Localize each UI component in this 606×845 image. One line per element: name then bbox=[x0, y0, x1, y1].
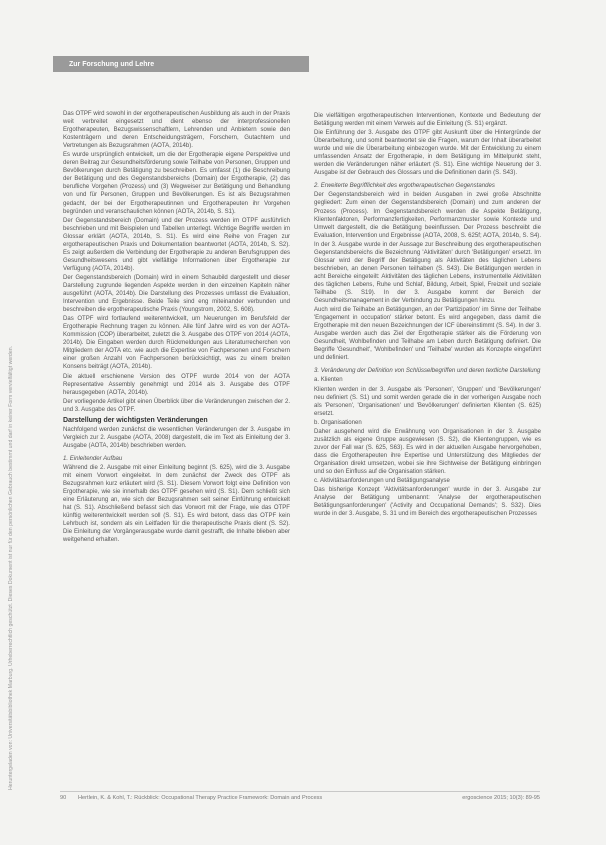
paragraph: a. Klienten bbox=[314, 377, 343, 384]
right-column bbox=[314, 112, 541, 519]
paragraph: Die aktuell erschienene Version des OTPF wurde 2014 von der AOTA Representative Assembly genehmigt und 2014 als 3. Ausgabe des OTPF herausgegeben (AOTA, 2014b). bbox=[63, 373, 290, 396]
footer-divider bbox=[60, 791, 540, 792]
paragraph: Klienten werden in der 3. Ausgabe als 'Personen', 'Gruppen' und 'Bevölkerungen' neu definiert (S. S1) und somit werden gerade die in der vorherigen Ausgabe noch als 'Personen', 'Organisationen' und 'Bevölkerungen' definierten Klienten (S. 625) ersetzt. bbox=[314, 386, 541, 417]
paragraph: Das OTPF wird sowohl in der ergotherapeutischen Ausbildung als auch in der Praxis weit verbreitet eingesetzt und dient ebenso der interprofessionellen Ergotherapeuten, Bezugswissenschaftlern, Lehrenden und Anbietern sowie den Kostenträgern und deren Entscheidungsträgern, Forschern, Gutachtern und Vertretungen als Bezugsrahmen (AOTA, 2014b). bbox=[63, 111, 290, 150]
paragraph: Es wurde ursprünglich entwickelt, um die der Ergotherapie eigene Perspektive und deren Beitrag zur Gesundheitsförderung sowie Teilhabe von Personen, Gruppen und Bevölkerungen durch Betätigung zu beschreiben. Es umfasst (1) die Beschreibung der Betätigung und des Gegenstandsbereichs (Domain) der Ergotherapie, (2) das berufliche Vorgehen (Prozess) und (3) Wegweiser zur Betätigung und Behandlung von und für Personen, Gruppen und Bevölkerungen. Es ist als Bezugsrahmen gedacht, der bei der Ergotherapeutinnen und Ergotherapeuten ihr Vorgehen begründen und veranschaulichen können (AOTA, 2014b, S. S1). bbox=[63, 152, 290, 215]
subsection-heading: 3. Veränderung der Definition von Schlüsselbegriffen und deren textliche Darstellung bbox=[314, 368, 541, 375]
paragraph: b. Organisationen bbox=[314, 419, 362, 426]
side-copyright-note: Heruntergeladen von: Universitätsbibliothek Marburg. Urheberrechtlich geschützt. Dieses Dokument ist nur für den persönlichen Gebrauch bestimmt und darf in keiner Form vervielfältigt werden. bbox=[8, 345, 14, 790]
paragraph: Das bisherige Konzept 'Aktivitätsanforderungen' wurde in der 3. Ausgabe zur Analyse der Betätigung umbenannt: 'Analyse der ergotherapeutischen Betätigungsanforderungen' ('Activity and Occupational Demands'; S. S32). Dies wurde in der 3. Ausgabe, S. 31 und im Bereich des ergotherapeutischen Prozesses bbox=[314, 487, 541, 518]
paragraph: Auch wird die Teilhabe an Betätigungen, an der 'Partizipation' im Sinne der Teilhabe 'Engagement in occupation' stärker betont. Es wird angegeben, dass damit die Ergotherapie mit den neuen Bezeichnungen der ICF übereinstimmt (S. S4). In der 3. Ausgabe werden auch das Ziel der Ergotherapie stärker als die Förderung von Gesundheit, Wohlbefinden und Teilhabe am Leben durch Betätigung definiert. Die Begriffe 'Gesundheit', 'Wohlbefinden' und 'Teilhabe' wurden als Konzepte eingeführt und definiert. bbox=[314, 307, 541, 362]
section-heading: Darstellung der wichtigsten Veränderungen bbox=[63, 416, 208, 424]
paragraph: Während die 2. Ausgabe mit einer Einleitung beginnt (S. 625), wird die 3. Ausgabe mit einem Vorwort eingeleitet. In dem zunächst der Zweck des OTPF als Bezugsrahmen kurz erläutert wird (S. S1). Diesem Vorwort folgt eine Definition von Ergotherapie, wie sie innerhalb des OTPF gesehen wird (S. S1). Dem schließt sich eine Erläuterung an, wie sich der Bezugsrahmen seit seiner Einführung entwickelt hat (S. S1). Abschließend befasst sich das Vorwort mit der Frage, wie das OTPF künftig weiterentwickelt werden soll (S. S1). Es wird betont, dass das OTPF kein Lehrbuch ist, sondern als ein Leitfaden für die therapeutische Praxis dient (S. S2). Die Einleitung der Vorgängerausgabe wurde damit gestrafft, die Inhalte blieben aber weitgehend erhalten. bbox=[63, 464, 290, 544]
section-header-title: Zur Forschung und Lehre bbox=[69, 60, 155, 68]
paragraph: Der Gegenstandsbereich (Domain) wird in einem Schaubild dargestellt und dieser Darstellung zugrunde liegenden Aspekte werden in den einzelnen Kapiteln näher ausgeführt (AOTA, 2014b). Die Darstellung des Prozesses umfasst die Evaluation, Intervention und Ergebnisse. Beide Teile sind eng miteinander verbunden und beschreiben die ergotherapeutische Praxis (Youngstrom, 2002, S. 608). bbox=[63, 274, 290, 314]
paragraph: Daher ausgehend wird die Erwähnung von Organisationen in der 3. Ausgabe zusätzlich als eigene Gruppe ausgewiesen (S. S2), die Klientengruppen, wie es zuvor der Fall war (S. 625, S63). Es wird in der aktuellen Ausgabe hervorgehoben, dass die Ergotherapeuten ihre Expertise und Unterstützung des Mitgliedes der Organisation direkt umsetzen, wobei sie ihre Sichtweise der Betätigung einbringen und so den Einfluss auf die Organisation stärken. bbox=[314, 428, 541, 475]
paragraph: In der 3. Ausgabe wurde in der Aussage zur Beschreibung des ergotherapeutischen Gegenstandsbereichs die Bezeichnung 'Aktivitäten' durch 'Betätigungen' ersetzt. Im Glossar wird der Begriff der Betätigung als Aktivitäten des täglichen Lebens beschrieben, an denen Personen teilhaben (S. S43). Die Betätigungen werden in acht Bereiche eingeteilt: Aktivitäten des täglichen Lebens, instrumentelle Aktivitäten des täglichen Lebens, Ruhe und Schlaf, Bildung, Arbeit, Spiel, Freizeit und soziale Teilhabe (S. S19). In der 3. Ausgabe kommt der Bereich der Gesundheitsmanagement in der Verbindung zu Betätigungen hinzu. bbox=[314, 241, 541, 305]
paragraph: Die vielfältigen ergotherapeutischen Interventionen, Kontexte und Bedeutung der Betätigung werden mit einem Verweis auf die Einleitung (S. S1) ergänzt. bbox=[314, 113, 541, 128]
paragraph: Der Gegenstandsbereich wird in beiden Ausgaben in zwei große Abschnitte gegliedert: Zum einen der Gegenstandsbereich (Domain) und zum anderen der Prozess (Process). Im Gegenstandsbereich werden die Aspekte Betätigung, Klientenfaktoren, Performanzfertigkeiten, Performanzmuster sowie Kontexte und Umwelt dargestellt, die die Betätigung beeinflussen. Der Prozess beschreibt die Evaluation, Intervention und Ergebnisse (AOTA, 2008, S. 625f; AOTA, 2014b, S. S4). bbox=[314, 192, 541, 239]
paragraph: Nachfolgend werden zunächst die wesentlichen Veränderungen der 3. Ausgabe im Vergleich zur 2. Ausgabe (AOTA, 2008) dargestellt, die im Text als Einleitung der 3. Ausgabe (AOTA, 2014b) beschrieben werden. bbox=[63, 426, 290, 449]
left-column bbox=[63, 110, 290, 545]
paragraph: Der vorliegende Artikel gibt einen Überblick über die Veränderungen zwischen der 2. und 3. Ausgabe des OTPF. bbox=[63, 398, 290, 413]
subsection-heading: 1. Einleitender Aufbau bbox=[63, 455, 123, 462]
footer-journal: ergoscience 2015; 10(3): 89-95 bbox=[462, 795, 540, 801]
paragraph: c. Aktivitätsanforderungen und Betätigungsanalyse bbox=[314, 478, 450, 485]
footer-reference: Hertlein, K. & Kohl, T.: Rückblick: Occupational Therapy Practice Framework: Domain and Process bbox=[78, 795, 323, 801]
subsection-heading: 2. Erweiterte Begrifflichkeit des ergotherapeutischen Gegenstandes bbox=[314, 183, 495, 190]
paragraph: Die Einführung der 3. Ausgabe des OTPF gibt Auskunft über die Hintergründe der Überarbeitung, und somit beantwortet sie die Fragen, warum der Inhalt überarbeitet wurde und wie die Überarbeitung einbezogen wurde. Mit der Entwicklung zu einem umfassenden Ansatz der Ergotherapie, in dem Betätigung im Mittelpunkt steht, werden die Veränderungen näher erläutert (S. S1). Eine wichtige Neuerung der 3. Ausgabe ist der Gebrauch des Glossars und die Definitionen darin (S. S43). bbox=[314, 130, 541, 177]
paragraph: Der Gegenstandsbereich (Domain) und der Prozess werden im OTPF ausführlich beschrieben und mit Beispielen und Tabellen unterlegt. Wichtige Begriffe werden im Glossar erklärt (AOTA, 2014b, S. S1). Es wird eine Reihe von Fragen zur ergotherapeutischen Praxis und Dokumentation beantwortet (AOTA, 2014b, S. S2). Es zeigt außerdem die Verbindung der Ergotherapie zu anderen Berufsgruppen des Gesundheitswesens und gibt vielfältige Informationen über Ergotherapie zur Verfügung (AOTA, 2014b). bbox=[63, 217, 290, 272]
paragraph: Das OTPF wird fortlaufend weiterentwickelt, um Neuerungen im Berufsfeld der Ergotherapie Rechnung tragen zu können. Alle fünf Jahre wird es von der AOTA-Kommission (COP) überarbeitet, zuletzt die 3. Ausgabe des OTPF von 2014 (AOTA, 2014b). Die Eingaben werden durch Rückmeldungen aus Literaturrecherchen von Mitgliedern der AOTA etc. wie auch die Expertise von Fachpersonen und Forschern einer großen Anzahl von Fachpersonen berücksichtigt, was zu einem breiten Konsens beiträgt (AOTA, 2014b). bbox=[63, 316, 290, 371]
page-footer bbox=[60, 795, 540, 801]
page-number: 90 bbox=[60, 795, 67, 801]
section-header bbox=[53, 56, 309, 72]
